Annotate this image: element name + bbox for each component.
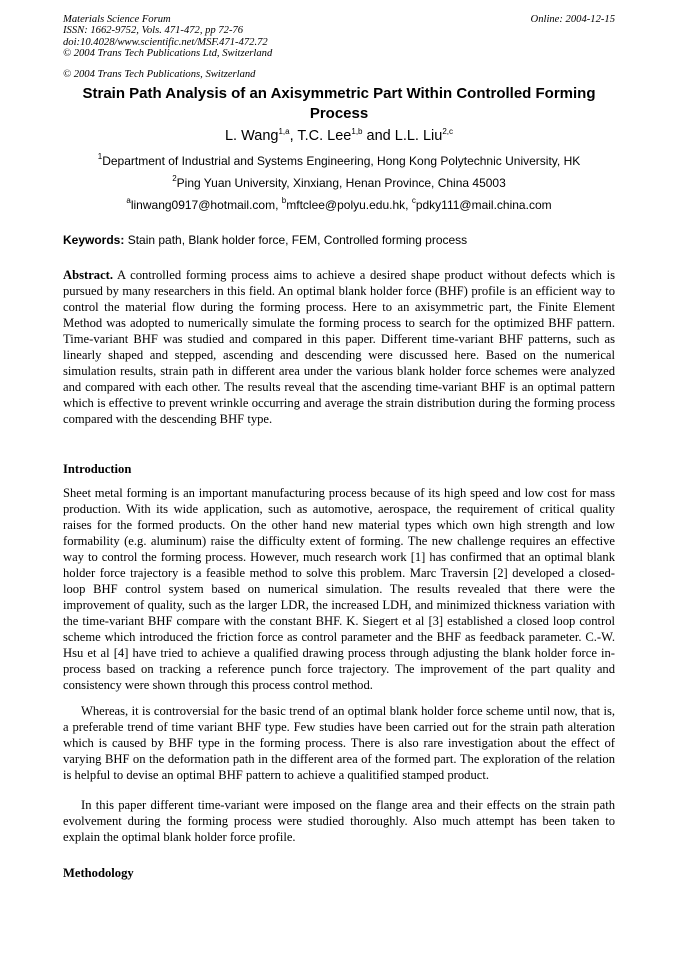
author-sep: , bbox=[289, 128, 298, 144]
journal-name: Materials Science Forum bbox=[63, 14, 171, 25]
affiliation-text: Ping Yuan University, Xinxiang, Henan Province, China 45003 bbox=[176, 176, 506, 190]
paragraph: Sheet metal forming is an important manufacturing process because of its high speed and low cost for mass production. With its wide application, such as automotive, aerospace, the requirement of critical quality raises for the formed products. On the other hand new material types which own high strength and low formability (e.g. aluminum) raise the difficulty extent of forming. The new challenge requires an effective way to control the forming process. However, much research work [1] has confirmed that an optimal blank holder force trajectory is a feasible method to solve this problem. Marc Traversin [2] developed a closed-loop BHF control system based on numerical simulation. The results revealed that there were the improvement of quality, such as the larger LDR, the increased LDH, and minimized thickness variation with the time-variant BHF compare with the constant BHF. K. Siegert et al [3] established a closed loop control scheme which introduced the friction force as control parameter and the BHF as feedback parameter. C.-W. Hsu et al [4] have tried to achieve a qualified drawing process through adjusting the blank holder force in-process based on tracking a reference punch force trajectory. The improvement of the part quality and consistency were shown through this process control method. bbox=[63, 486, 615, 692]
copyright-notice: © 2004 Trans Tech Publications, Switzerland bbox=[63, 69, 256, 80]
abstract bbox=[63, 267, 615, 427]
methodology-heading: Methodology bbox=[63, 866, 134, 880]
affiliation-text: Department of Industrial and Systems Engineering, Hong Kong Polytechnic University, HK bbox=[102, 154, 581, 168]
author-sup: 1,b bbox=[351, 127, 363, 136]
journal-header bbox=[63, 14, 615, 60]
author-name: L. Wang bbox=[224, 128, 279, 144]
email-text: mftclee@polyu.edu.hk, bbox=[286, 198, 412, 212]
issn-line: ISSN: 1662-9752, Vols. 471-472, pp 72-76 bbox=[63, 25, 244, 37]
keywords bbox=[63, 233, 615, 247]
affiliation-sup: 2 bbox=[172, 174, 177, 183]
author-name: L.L. Liu bbox=[394, 128, 443, 144]
paper-title: Strain Path Analysis of an Axisymmetric Part Within Controlled Forming Process bbox=[82, 85, 596, 122]
affiliation bbox=[63, 154, 615, 168]
email-text: pdky111@mail.china.com bbox=[415, 198, 552, 212]
email-sup: b bbox=[281, 196, 287, 205]
email-sup: c bbox=[411, 196, 416, 205]
author-sup: 2,c bbox=[442, 127, 453, 136]
online-date: Online: 2004-12-15 bbox=[530, 14, 615, 25]
affiliation-sup: 1 bbox=[97, 152, 103, 161]
email-line bbox=[63, 198, 615, 212]
introduction-heading: Introduction bbox=[63, 462, 132, 476]
abstract-label: Abstract. bbox=[63, 268, 114, 282]
abstract-text: A controlled forming process aims to achieve a desired shape product without defects which is pursued by many researchers in this field. An optimal blank holder force (BHF) profile is an efficient way to control the material flow during the forming process. Here to an axisymmetric part, the Finite Element Method was adopted to numerically simulate the forming process to search for the optimized BHF pattern. Time-variant BHF was studied and compared in this paper. Different time-variant BHF patterns, such as linearly shaped and stepped, ascending and descending were discussed here. Based on the numerical simulation results, strain path in different area under the various blank holder force schemes were analyzed and compared with each other. The results reveal that the ascending time-variant BHF is an optimal pattern which is effective to prevent wrinkle occurring and average the strain distribution during the forming process compared with the descending BHF type. bbox=[63, 268, 615, 426]
keywords-label: Keywords: bbox=[63, 233, 125, 247]
author-name: T.C. Lee bbox=[297, 128, 352, 144]
paragraph: Whereas, it is controversial for the basic trend of an optimal blank holder force scheme until now, that is, a preferable trend of time variant BHF type. Few studies have been carried out for the strain path alteration which is caused by BHF type in the forming process. There is also rare investigation about the effect of varying BHF on the deformation path in the different area of the formed part. The exploration of the relation is helpful to devise an optimal BHF pattern to achieve a qualitified stamped product. bbox=[63, 704, 615, 782]
affiliation bbox=[63, 176, 615, 190]
author-sup: 1,a bbox=[278, 127, 290, 136]
keywords-text: Stain path, Blank holder force, FEM, Controlled forming process bbox=[124, 233, 468, 247]
author-list bbox=[63, 128, 615, 144]
doi-line: doi:10.4028/www.scientific.net/MSF.471-472.72 bbox=[63, 36, 268, 48]
paragraph: In this paper different time-variant were imposed on the flange area and their effects on the strain path evolvement during the forming process were studied thoroughly. Also much attempt has been taken to explain the optimal blank holder force profile. bbox=[63, 798, 615, 844]
author-sep: and bbox=[362, 128, 395, 144]
email-text: linwang0917@hotmail.com, bbox=[130, 198, 282, 212]
publisher-copyright: © 2004 Trans Tech Publications Ltd, Switzerland bbox=[63, 48, 273, 60]
email-sup: a bbox=[126, 196, 131, 205]
